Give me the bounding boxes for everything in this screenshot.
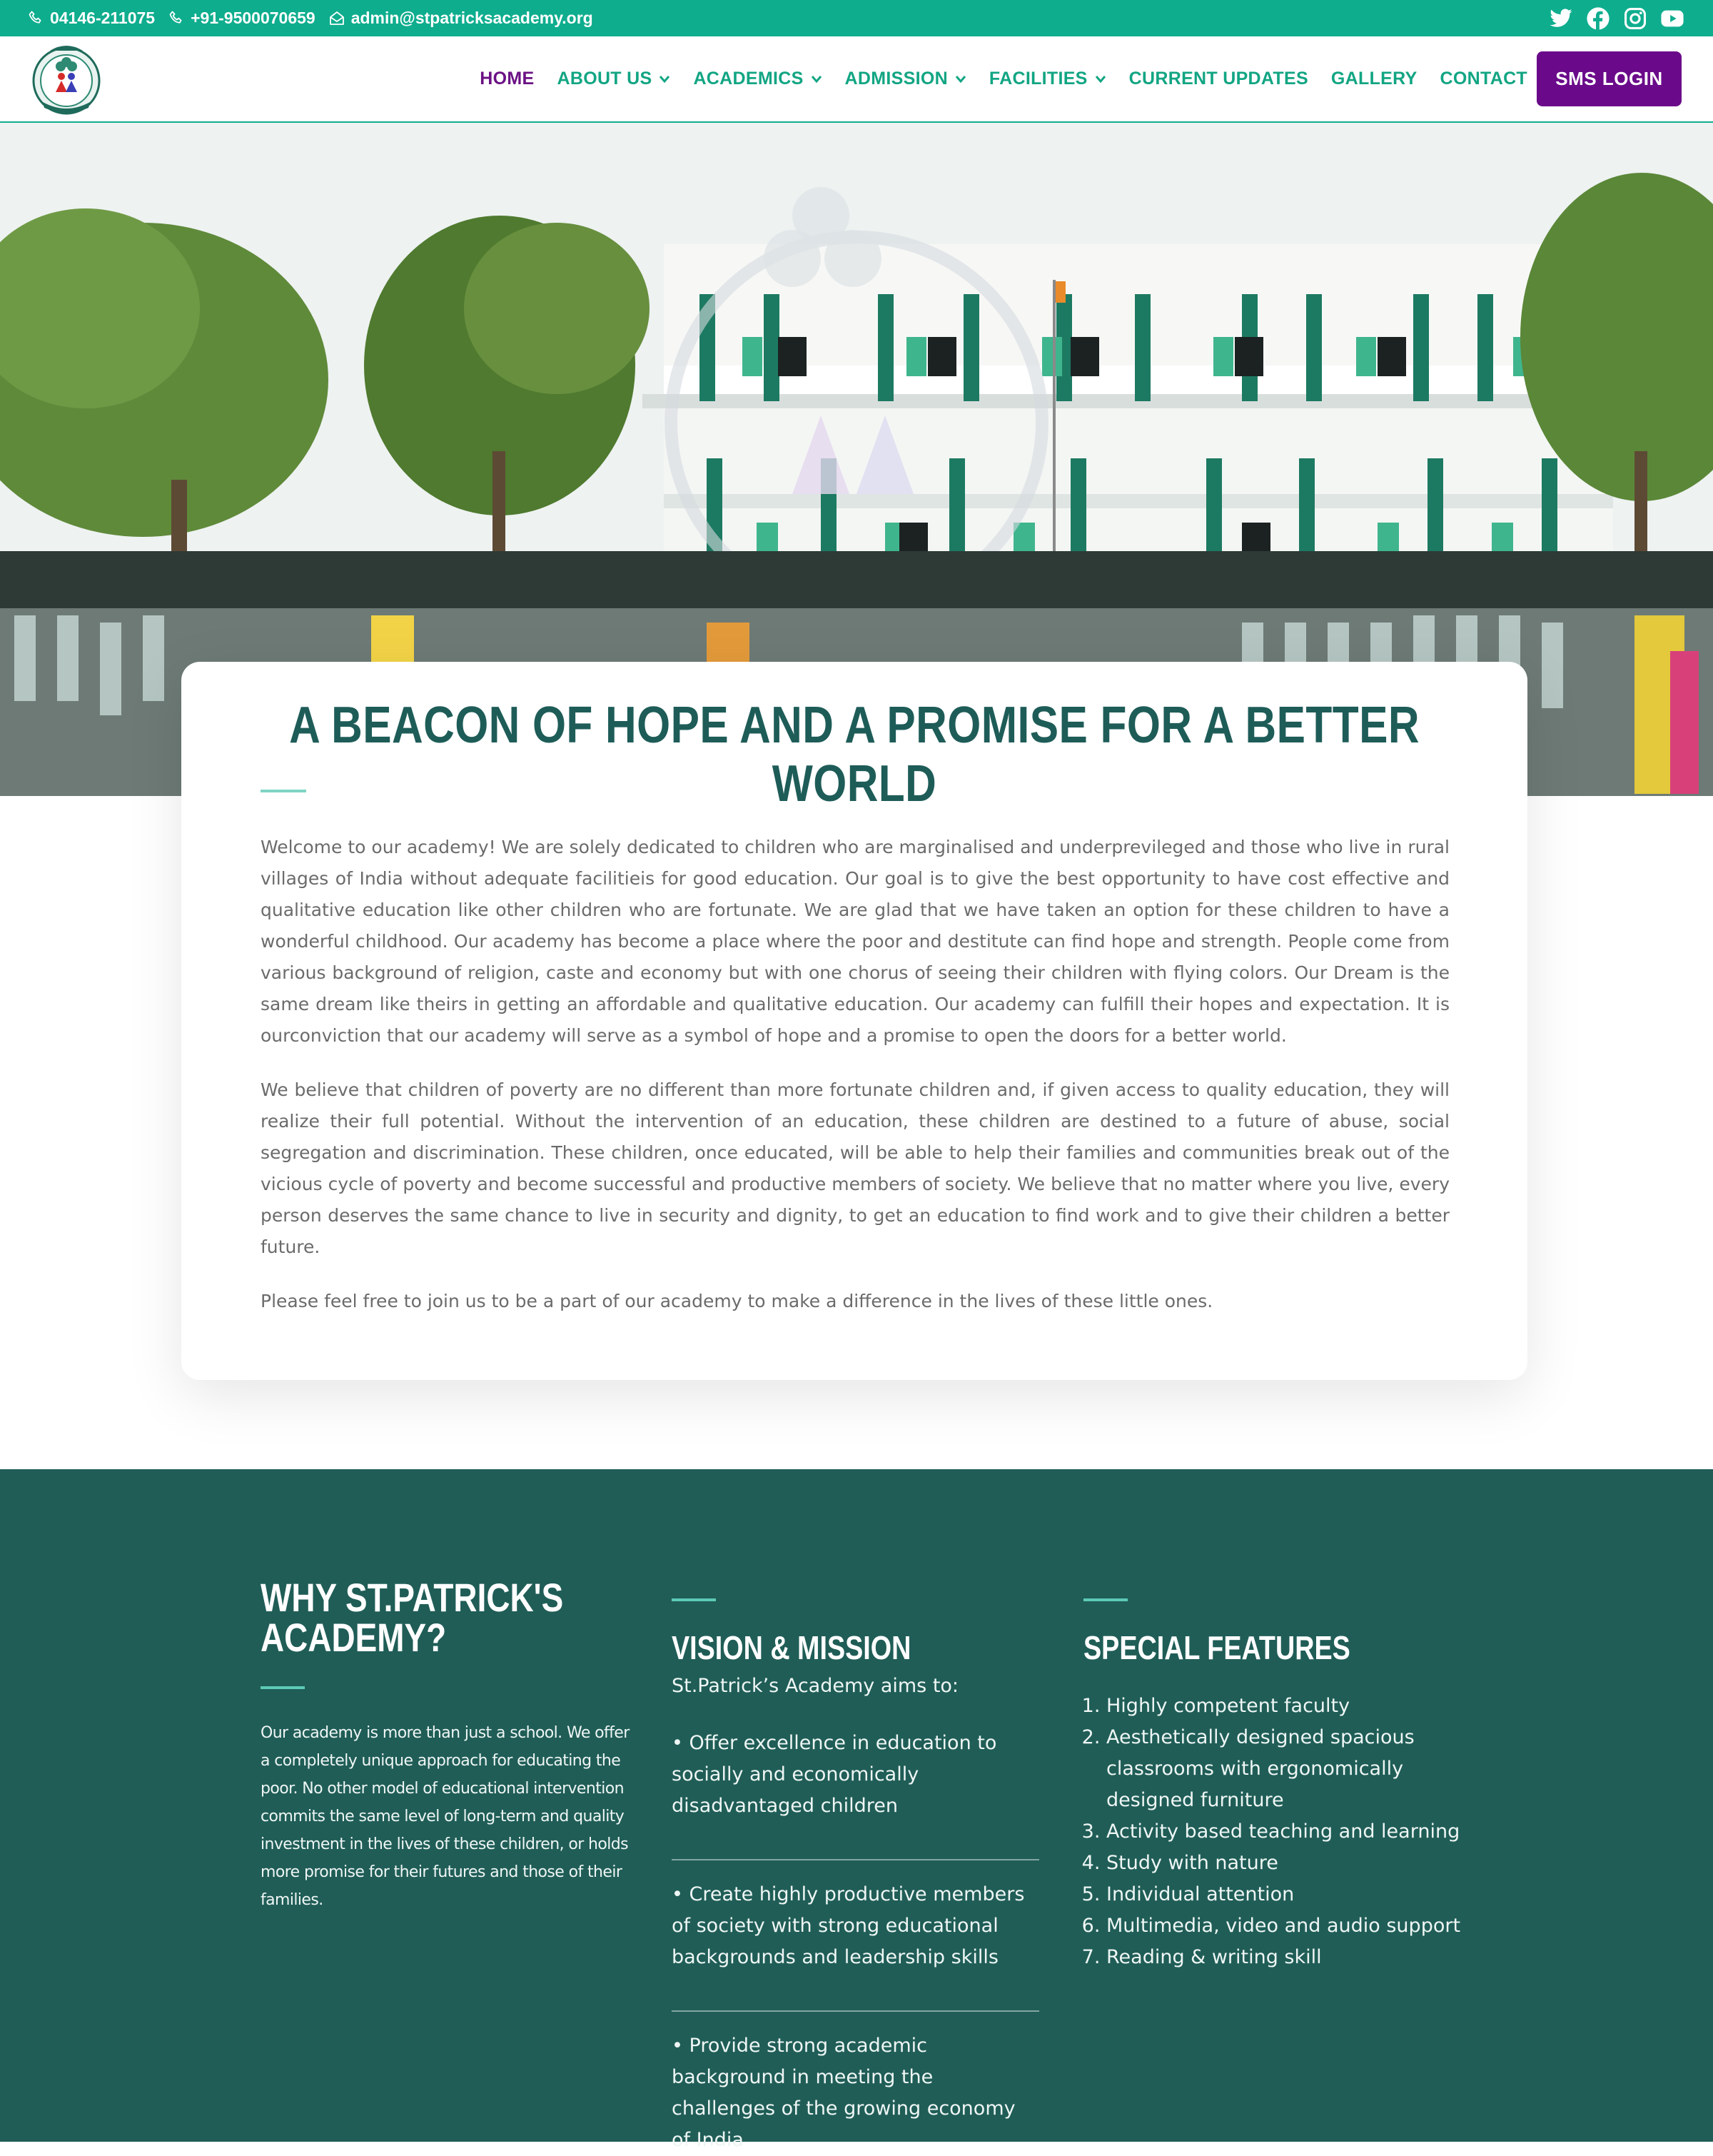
features-divider bbox=[1083, 1598, 1128, 1601]
email-address: admin@stpatricksacademy.org bbox=[350, 9, 593, 27]
vision-intro: St.Patrick’s Academy aims to: bbox=[672, 1675, 959, 1697]
nav-label: GALLERY bbox=[1330, 69, 1418, 89]
mission-point: • Offer excellence in education to socially and economically disadvantaged children bbox=[672, 1732, 997, 1817]
nav-gallery[interactable] bbox=[1331, 69, 1418, 89]
school-logo[interactable] bbox=[29, 41, 104, 116]
why-text: Our academy is more than just a school. We offer a completely unique approach for educating the poor. No other model of educational intervention commits the same level of long-term and quality investment in the lives of these children, or holds more promise for their futures and those of their families. bbox=[261, 1724, 630, 1909]
feature-item: 5. Individual attention bbox=[1106, 1879, 1477, 1910]
top-info-bar bbox=[0, 0, 1713, 36]
instagram-icon[interactable] bbox=[1623, 6, 1647, 31]
mission-separator bbox=[672, 1859, 1039, 1860]
nav-facilities[interactable] bbox=[989, 69, 1106, 89]
phone-link-mobile[interactable] bbox=[168, 9, 315, 28]
welcome-title: A BEACON OF HOPE AND A PROMISE FOR A BETTER WORLD bbox=[289, 697, 1420, 812]
why-divider bbox=[261, 1686, 305, 1689]
title-divider bbox=[261, 790, 306, 792]
sms-login-button[interactable]: SMS LOGIN bbox=[1537, 51, 1682, 106]
nav-label: FACILITIES bbox=[989, 69, 1088, 89]
features-list bbox=[1083, 1691, 1477, 1973]
nav-label: ABOUT US bbox=[557, 69, 652, 89]
nav-current-updates[interactable] bbox=[1129, 69, 1308, 89]
nav-contact[interactable] bbox=[1440, 69, 1527, 89]
feature-item: 7. Reading & writing skill bbox=[1106, 1942, 1477, 1973]
welcome-paragraph: We believe that children of poverty are no different than more fortunate children and, if given access to quality education, they will realize their full potential. Without the intervention of an education, these children are destined to a future of abuse, social segregation and discrimination. These children, once educated, will be able to help their families and communities break out of the vicious cycle of poverty and become successful and productive members of society. We believe that no matter where you live, every person deserves the same chance to live in security and dignity, to get an education to find work and to give their children a better future. bbox=[261, 1079, 1450, 1257]
nav-label: HOME bbox=[480, 69, 535, 89]
feature-item: 1. Highly competent faculty bbox=[1106, 1691, 1477, 1722]
feature-item: 6. Multimedia, video and audio support bbox=[1106, 1910, 1477, 1942]
why-heading-line: ACADEMY? bbox=[261, 1615, 447, 1660]
facebook-icon[interactable] bbox=[1586, 6, 1610, 31]
why-heading-line: WHY ST.PATRICK'S bbox=[261, 1575, 564, 1620]
phone-number-1: 04146-211075 bbox=[50, 9, 156, 27]
nav-label: CONTACT bbox=[1440, 69, 1527, 89]
mission-separator bbox=[672, 2010, 1039, 2012]
welcome-paragraph: Please feel free to join us to be a part of our academy to make a difference in the lives of these little ones. bbox=[261, 1291, 1213, 1311]
youtube-icon[interactable] bbox=[1660, 6, 1684, 31]
chevron-down-icon bbox=[659, 75, 670, 84]
chevron-down-icon bbox=[811, 75, 822, 84]
phone-link-landline[interactable] bbox=[27, 9, 155, 28]
nav-admission[interactable] bbox=[845, 69, 966, 89]
email-link[interactable] bbox=[328, 9, 593, 28]
nav-label: ADMISSION bbox=[844, 69, 948, 89]
phone-icon bbox=[27, 10, 44, 27]
why-heading bbox=[261, 1575, 564, 1660]
welcome-card bbox=[181, 662, 1527, 1380]
phone-icon bbox=[168, 10, 185, 27]
twitter-icon[interactable] bbox=[1549, 6, 1573, 31]
features-heading: SPECIAL FEATURES bbox=[1083, 1629, 1350, 1666]
nav-home[interactable] bbox=[480, 69, 534, 89]
chevron-down-icon bbox=[1095, 75, 1106, 84]
welcome-paragraph: Welcome to our academy! We are solely dedicated to children who are marginalised and underprevileged and those who live in rural villages of India without adequate facilitieis for good education. Our goal is to give the best opportunity to have cost effective and qualitative education like other children who are fortunate. We are glad that we have taken an option for these children to have a wonderful childhood. Our academy has become a place where the poor and destitute can find hope and strength. People come from various background of religion, caste and economy but with one chorus of seeing their children with flying colors. Our Dream is the same dream like theirs in getting an affordable and qualitative education. Our academy can fulfill their hopes and expectation. It is ourconviction that our academy will serve as a symbol of hope and a promise to open the doors for a better world. bbox=[261, 837, 1450, 1046]
social-links bbox=[1549, 0, 1684, 36]
envelope-open-icon bbox=[328, 10, 345, 27]
chevron-down-icon bbox=[955, 75, 966, 84]
vision-divider bbox=[672, 1598, 716, 1601]
mission-point: • Provide strong academic background in meeting the challenges of the growing economy of India bbox=[672, 2035, 1016, 2151]
nav-label: CURRENT UPDATES bbox=[1128, 69, 1308, 89]
mission-point: • Create highly productive members of society with strong educational backgrounds and leadership skills bbox=[672, 1883, 1025, 1968]
welcome-text bbox=[261, 832, 1450, 1340]
main-navigation bbox=[480, 36, 1527, 121]
contact-info bbox=[27, 0, 593, 36]
feature-item: 4. Study with nature bbox=[1106, 1848, 1477, 1879]
phone-number-2: +91-9500070659 bbox=[191, 9, 315, 27]
nav-about-us[interactable] bbox=[557, 69, 670, 89]
info-section bbox=[0, 1469, 1713, 2151]
nav-academics[interactable] bbox=[693, 69, 822, 89]
vision-heading: VISION & MISSION bbox=[672, 1629, 911, 1666]
main-header bbox=[0, 36, 1713, 123]
nav-label: ACADEMICS bbox=[693, 69, 804, 89]
feature-item: 3. Activity based teaching and learning bbox=[1106, 1816, 1477, 1848]
feature-item: 2. Aesthetically designed spacious classrooms with ergonomically designed furniture bbox=[1106, 1722, 1477, 1816]
